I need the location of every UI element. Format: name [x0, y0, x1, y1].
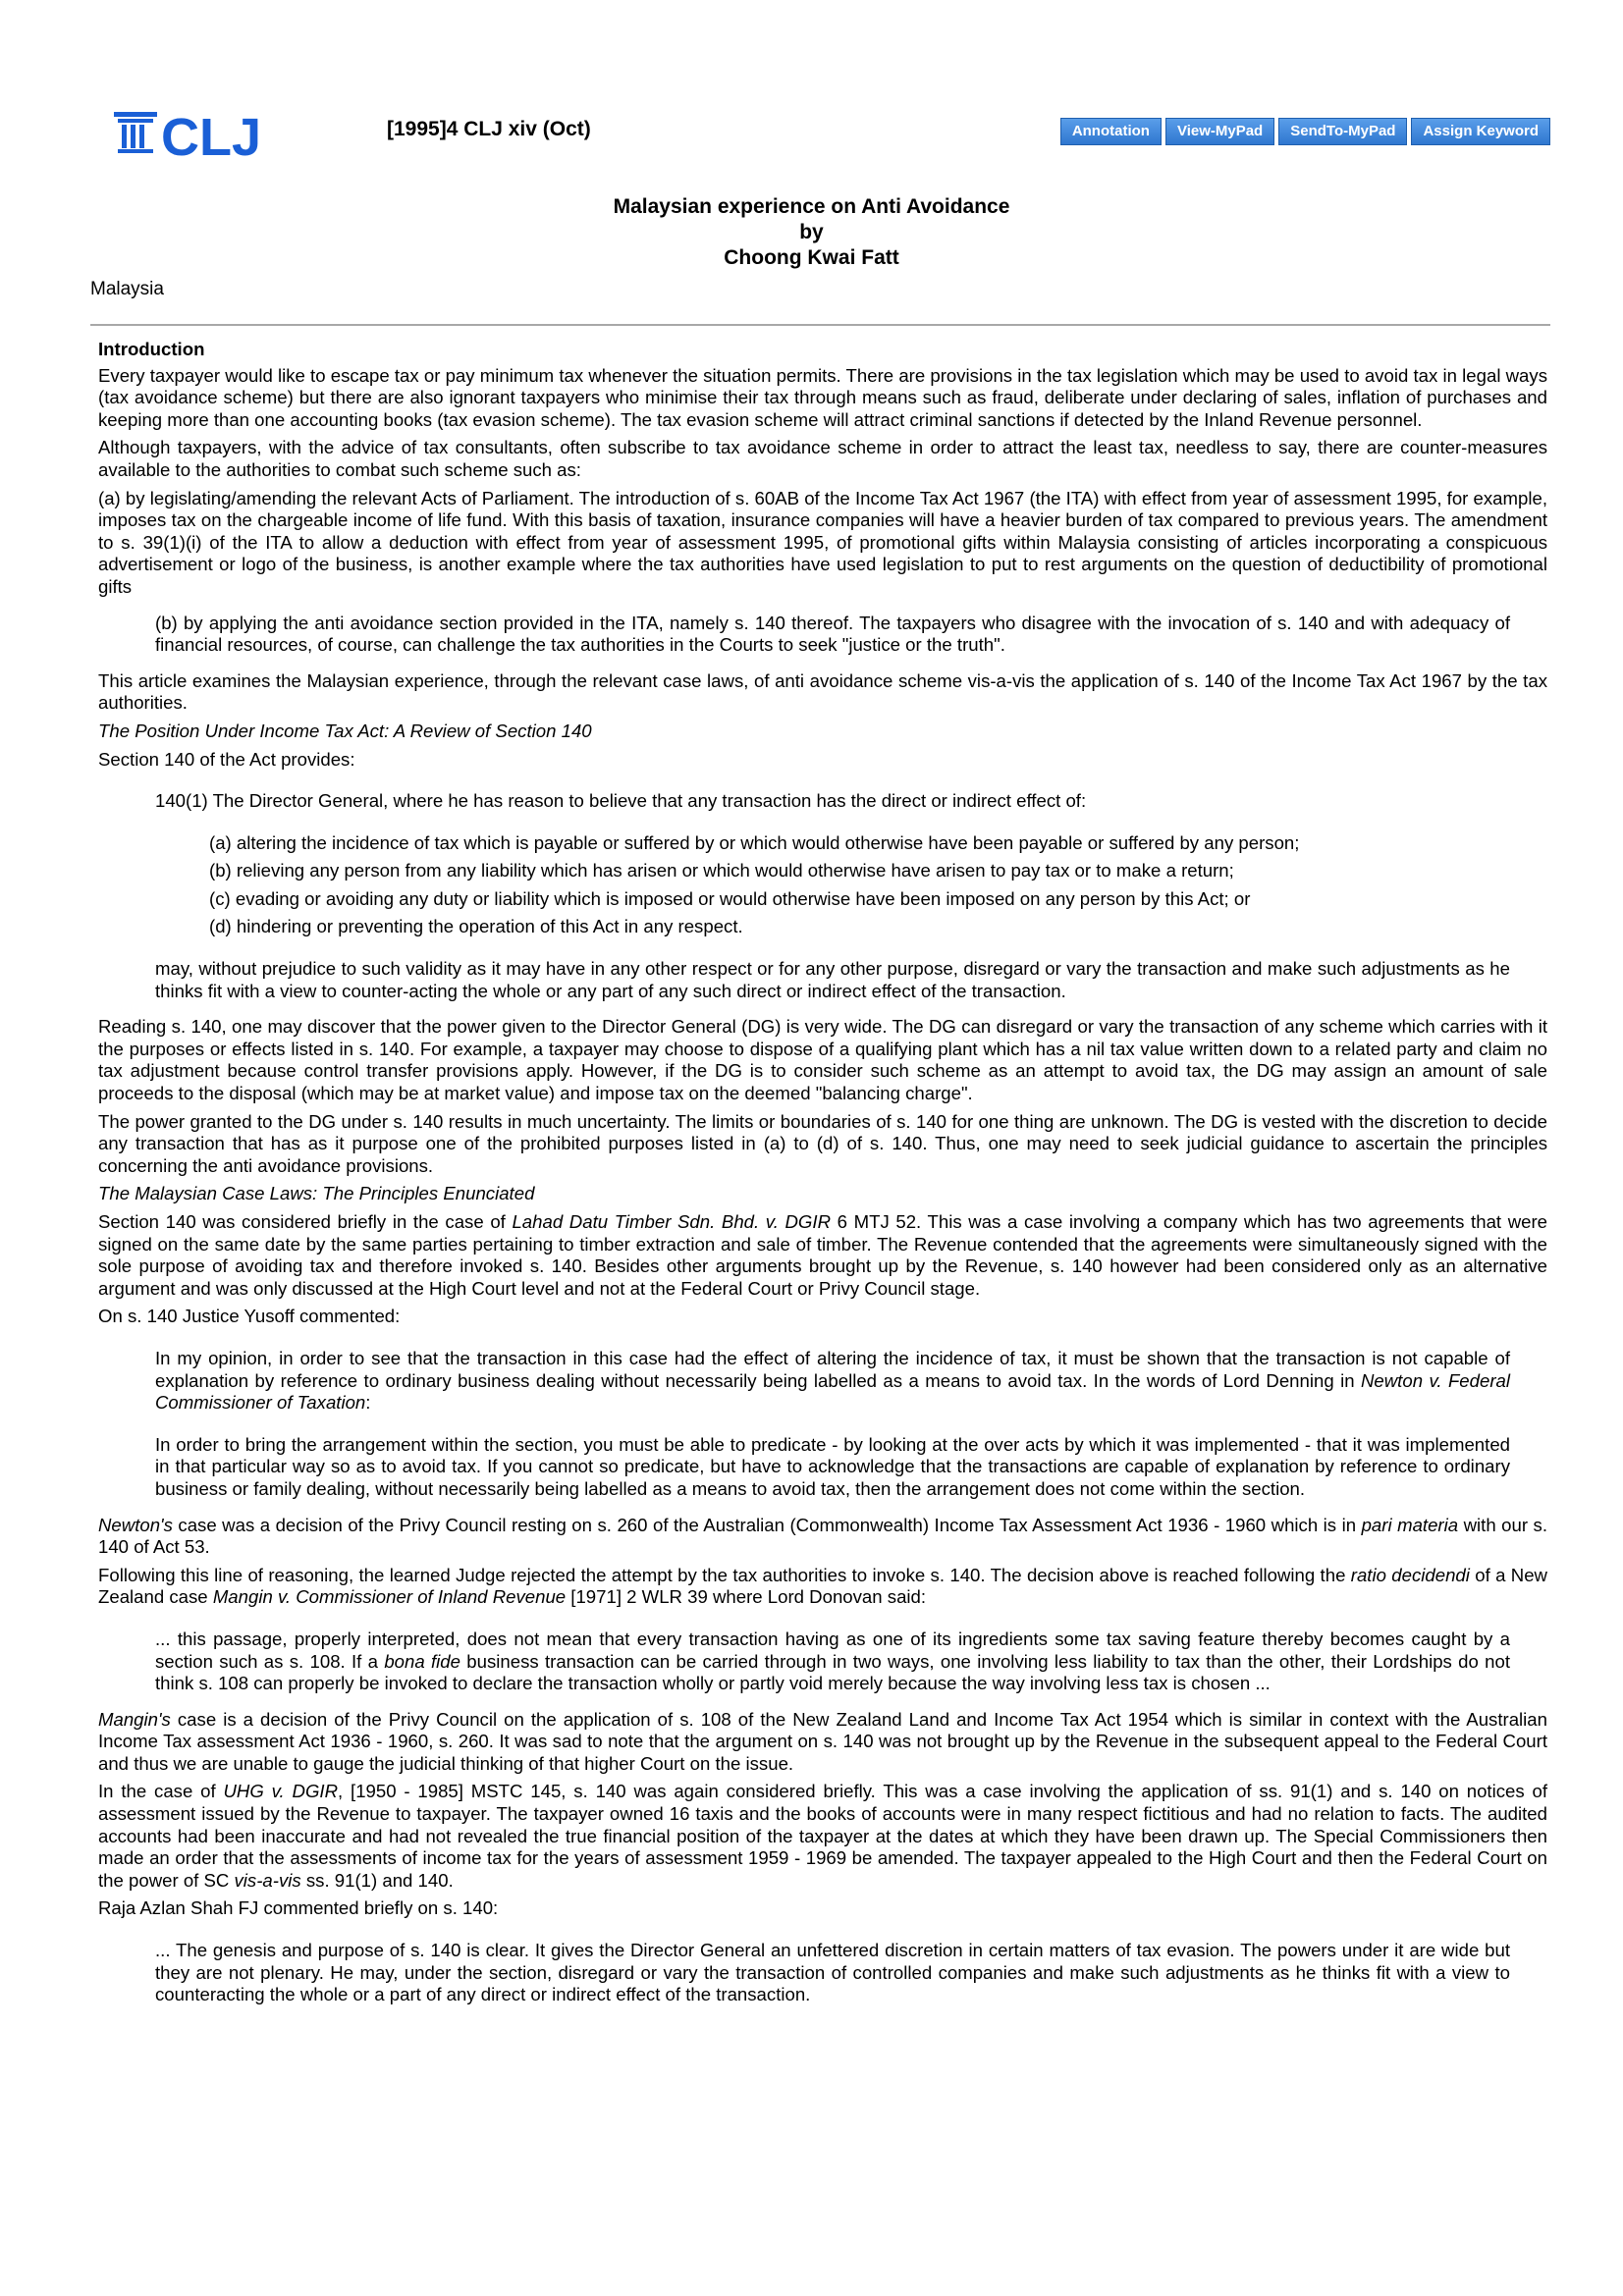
paragraph: Following this line of reasoning, the learned Judge rejected the attempt by the tax authorities to invoke s. 140. The decision above is reached following the ratio decidendi of a New Zealand case Mangin v. Commissioner of Inland Revenue [1971] 2 WLR 39 where Lord Donovan said: — [98, 1564, 1547, 1608]
divider — [90, 324, 1550, 326]
case-name: Newton v. Federal Commissioner of Taxation — [155, 1369, 1510, 1414]
clj-logo-mark — [114, 106, 291, 163]
citation: [1995]4 CLJ xiv (Oct) — [387, 118, 591, 140]
article-by: by — [799, 221, 824, 243]
case-name: Mangin's — [98, 1708, 171, 1730]
paragraph: (a) by legislating/amending the relevant Acts of Parliament. The introduction of s. 60AB of the Income Tax Act 1967 (the ITA) with effect from year of assessment 1995, for example, imposes tax on the chargeable income of life fund. With this basis of taxation, insurance companies will have a heavier burden of tax compared to previous years. The amendment to s. 39(1)(i) of the ITA to allow a deduction with effect from year of assessment 1995, of promotional gifts within Malaysia consisting of articles incorporating a conspicuous advertisement or logo of the business, is another example where the tax authorities have used legislation to put to rest arguments on the question of deductibility of promotional gifts — [98, 487, 1547, 597]
article-country: Malaysia — [90, 279, 164, 299]
quote: In my opinion, in order to see that the transaction in this case had the effect of altering the incidence of tax, it must be shown that the transaction is not capable of explanation by reference to ordinary business dealing without necessarily being labelled as a means to avoid tax. In the words of Lord Denning in Newton v. Federal Commissioner of Taxation: — [155, 1347, 1510, 1414]
article-title: Malaysian experience on Anti Avoidance — [613, 195, 1010, 218]
paragraph-indented: (b) by applying the anti avoidance section provided in the ITA, namely s. 140 thereof. The taxpayers who disagree with the invocation of s. 140 and with adequacy of financial resources, of course, can challenge the tax authorities in the Courts to seek "justice or the truth". — [155, 612, 1510, 656]
statute-item-d: (d) hindering or preventing the operation of this Act in any respect. — [209, 916, 743, 937]
case-name: Mangin v. Commissioner of Inland Revenue — [212, 1586, 567, 1608]
quote: ... The genesis and purpose of s. 140 is clear. It gives the Director General an unfettered discretion in certain matters of tax evasion. The powers under it are wide but they are not plenary. He may, under the section, disregard or vary the transaction of controlled companies and make such adjustments as he thinks fit with a view to counteracting the whole or a part of any direct or indirect effect of the transaction. — [155, 1940, 1510, 2005]
article-title-block — [0, 194, 1623, 271]
statute-intro: 140(1) The Director General, where he has reason to believe that any transaction has the direct or indirect effect of: — [155, 790, 1087, 812]
sendto-mypad-button[interactable]: SendTo-MyPad — [1278, 118, 1407, 145]
toolbar — [1060, 118, 1550, 145]
article-author: Choong Kwai Fatt — [724, 246, 899, 269]
quote: In order to bring the arrangement within the section, you must be able to predicate - by looking at the over acts by which it was implemented - that it was implemented in that particular way so as to avoid tax. If you cannot so predicate, but have to acknowledge that the transactions are capable of explanation by reference to ordinary business or family dealing, without necessarily being labelled as a means to avoid tax, then the arrangement does not come within the section. — [155, 1433, 1510, 1499]
case-name: Lahad Datu Timber Sdn. Bhd. v. DGIR — [512, 1211, 831, 1232]
quote: ... this passage, properly interpreted, does not mean that every transaction having as one of its ingredients some tax saving feature thereby becomes caught by a section such as s. 108. If a bona fide business transaction can be carried through in two ways, one involving less liability to tax than the other, their Lordships do not think s. 108 can properly be invoked to declare the transaction wholly or partly void merely because the way involving less tax is chosen ... — [155, 1628, 1510, 1694]
paragraph: Raja Azlan Shah FJ commented briefly on s. 140: — [98, 1897, 499, 1919]
statute-item-a: (a) altering the incidence of tax which is payable or suffered by or which would otherwise have been payable or suffered by any person; — [209, 831, 1300, 853]
paragraph: Section 140 was considered briefly in the case of Lahad Datu Timber Sdn. Bhd. v. DGIR 6 MTJ 52. This was a case involving a company which has two agreements that were signed on the same date by the same parties pertaining to timber extraction and sale of timber. The Revenue contended that the agreements were simultaneously signed with the sole purpose of avoiding tax and therefore invoked s. 140. Besides other arguments brought up by the Revenue, s. 140 however had been considered only as an alternative argument and was only discussed at the High Court level and not at the Federal Court or Privy Council stage. — [98, 1211, 1548, 1299]
article-body — [98, 339, 1547, 2012]
statute-item-b: (b) relieving any person from any liability which has arisen or which would otherwise have arisen to pay tax or to make a return; — [209, 860, 1234, 881]
statute-tail: may, without prejudice to such validity as it may have in any other respect or for any other purpose, disregard or vary the transaction and make such adjustments as he thinks fit with a view to counter-acting the whole or any part of any such direct or indirect effect of the transaction. — [155, 958, 1510, 1001]
logo-text: CLJ — [161, 108, 262, 163]
paragraph: Reading s. 140, one may discover that the power given to the Director General (DG) is very wide. The DG can disregard or vary the transaction of any scheme which carries with it the purposes or effects listed in s. 140. For example, a taxpayer may choose to dispose of a qualifying plant which has a nil tax value written down to a related party and claim no tax adjustment because control transfer provisions apply. However, if the DG is to consider such scheme as an attempt to avoid tax, the DG may assign an amount of sale proceeds to the disposal (which may be at market value) and impose tax on the deemed "balancing charge". — [98, 1016, 1547, 1104]
heading-position: The Position Under Income Tax Act: A Review of Section 140 — [98, 720, 592, 741]
paragraph: Although taxpayers, with the advice of tax consultants, often subscribe to tax avoidance scheme in order to attract the least tax, needless to say, there are counter-measures available to the authorities to combat such scheme such as: — [98, 437, 1547, 480]
paragraph: In the case of UHG v. DGIR, [1950 - 1985] MSTC 145, s. 140 was again considered briefly. This was a case involving the application of ss. 91(1) and s. 140 on notices of assessment issued by the Revenue to taxpayer. The taxpayer owned 16 taxis and the books of accounts were in many respect fictitious and had no relation to facts. The audited accounts had been inaccurate and had not revealed the true financial position of the taxpayer at the dates at which they have been drawn up. The Special Commissioners then made an order that the assessments of income tax for the years of assessment 1959 - 1969 be amended. The taxpayer appealed to the High Court and then the Federal Court on the power of SC vis-a-vis ss. 91(1) and 140. — [98, 1781, 1548, 1891]
heading-case-laws: The Malaysian Case Laws: The Principles Enunciated — [98, 1183, 535, 1204]
paragraph: Every taxpayer would like to escape tax or pay minimum tax whenever the situation permits. There are provisions in the tax legislation which may be used to avoid tax in legal ways (tax avoidance scheme) but there are also ignorant taxpayers who minimise their tax through means such as fraud, deliberate under declaring of sales, inflation of purchases and keeping more than one accounting books (tax evasion scheme). The tax evasion scheme will attract criminal sanctions if detected by the Inland Revenue personnel. — [98, 364, 1547, 430]
view-mypad-button[interactable]: View-MyPad — [1165, 118, 1274, 145]
heading-introduction: Introduction — [98, 339, 205, 359]
assign-keyword-button[interactable]: Assign Keyword — [1411, 118, 1550, 145]
statute-item-c: (c) evading or avoiding any duty or liability which is imposed or would otherwise have been imposed on any person by this Act; or — [209, 887, 1251, 909]
paragraph: The power granted to the DG under s. 140 results in much uncertainty. The limits or boundaries of s. 140 for one thing are unknown. The DG is vested with the discretion to decide any transaction that has as it purpose one of the prohibited purposes listed in (a) to (d) of s. 140. Thus, one may need to seek judicial guidance to ascertain the principles concerning the anti avoidance provisions. — [98, 1110, 1547, 1176]
clj-logo — [114, 106, 291, 163]
annotation-button[interactable]: Annotation — [1060, 118, 1162, 145]
case-name: UHG v. DGIR — [223, 1781, 339, 1802]
paragraph: Mangin's case is a decision of the Privy Council on the application of s. 108 of the New Zealand Land and Income Tax Act 1954 which is similar in context with the Australian Income Tax assessment Act 1936 - 1960, s. 260. It was sad to note that the argument on s. 140 was not brought up by the Revenue in the subsequent appeal to the Federal Court and thus we are unable to gauge the judicial thinking of that higher Court on the issue. — [98, 1708, 1547, 1774]
case-name: Newton's — [98, 1514, 173, 1535]
paragraph: Section 140 of the Act provides: — [98, 748, 355, 770]
paragraph: On s. 140 Justice Yusoff commented: — [98, 1306, 401, 1327]
paragraph: Newton's case was a decision of the Privy Council resting on s. 260 of the Australian (Commonwealth) Income Tax Assessment Act 1936 - 1960 which is in pari materia with our s. 140 of Act 53. — [98, 1514, 1547, 1558]
paragraph: This article examines the Malaysian experience, through the relevant case laws, of anti avoidance scheme vis-a-vis the application of s. 140 of the Income Tax Act 1967 by the tax authorities. — [98, 669, 1547, 714]
